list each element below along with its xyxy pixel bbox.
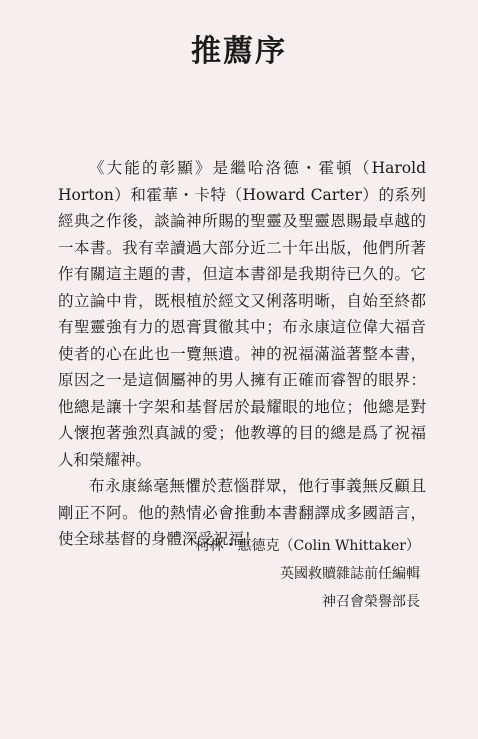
paragraph-2: 布永康絲毫無懼於惹惱群眾，他行事義無反顧且剛正不阿。他的熱情必會推動本書翻譯成多國語言，使全球基督的身體深受祝福！ <box>58 477 426 548</box>
page-title: 推薦序 <box>191 34 287 69</box>
preface-body <box>58 155 426 553</box>
signature-block <box>195 532 420 616</box>
signature-name: 柯林・惠德克（Colin Whittaker） <box>195 538 420 554</box>
signature-role-1: 英國救贖雜誌前任編輯 <box>280 566 420 582</box>
signature-role-2: 神召會榮譽部長 <box>322 594 420 610</box>
paragraph-1: 《大能的彰顯》是繼哈洛德・霍頓（Harold Horton）和霍華・卡特（Howard Carter）的系列經典之作後，談論神所賜的聖靈及聖靈恩賜最卓越的一本書。我有幸讀過大部分近二十年出版，他們所著作有關這主題的書，但這本書卻是我期待已久的。它的立論中肯，既根植於經文又俐落明晰，自始至終都有聖靈強有力的恩膏貫徹其中；布永康這位偉大福音使者的心在此也一覽無遺。神的祝福滿溢著整本書，原因之一是這個屬神的男人擁有正確而睿智的眼界：他總是讓十字架和基督居於最耀眼的地位；他總是對人懷抱著強烈真誠的愛；他教導的目的總是爲了祝福人和榮耀神。 <box>58 159 426 469</box>
